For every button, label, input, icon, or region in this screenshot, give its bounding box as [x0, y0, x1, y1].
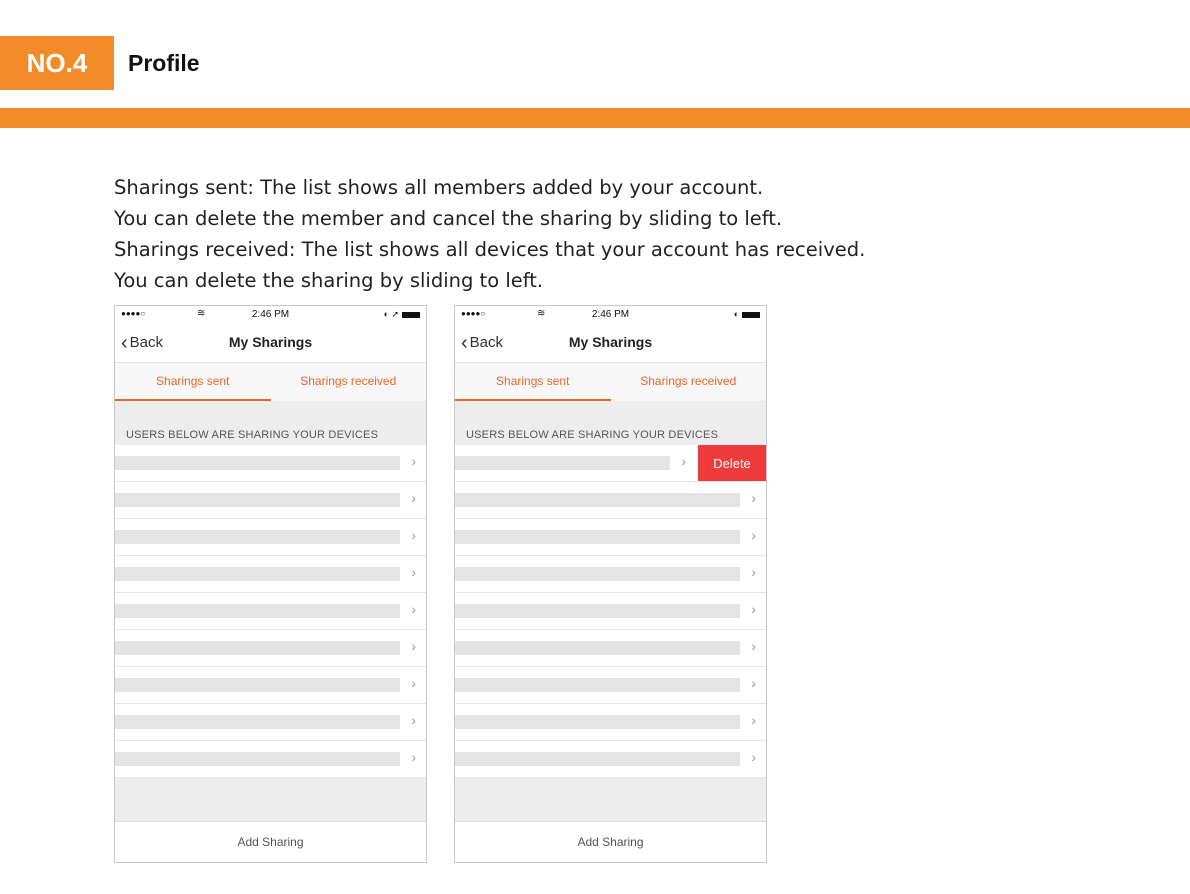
chevron-right-icon: ›: [751, 527, 756, 543]
blurred-content: [455, 530, 740, 544]
tab-bar: [455, 362, 766, 401]
tab-sharings-sent[interactable]: Sharings sent: [115, 363, 271, 401]
add-sharing-button[interactable]: Add Sharing: [115, 821, 426, 862]
chevron-right-icon: ›: [751, 490, 756, 506]
list-item[interactable]: [455, 482, 766, 519]
list-item[interactable]: [115, 482, 426, 519]
blurred-content: [115, 641, 400, 655]
chevron-left-icon: ‹: [461, 331, 468, 354]
section-label: USERS BELOW ARE SHARING YOUR DEVICES: [126, 429, 379, 441]
chevron-right-icon: ›: [411, 712, 416, 728]
nav-title: My Sharings: [228, 334, 313, 350]
section-header: [115, 401, 426, 445]
list-item[interactable]: [115, 630, 426, 667]
tab-sharings-sent[interactable]: Sharings sent: [455, 363, 611, 401]
description-line: Sharings sent: The list shows all members added by your account.: [114, 176, 764, 199]
description-line: You can delete the sharing by sliding to left.: [114, 269, 544, 292]
list-item[interactable]: [455, 667, 766, 704]
list-item[interactable]: [115, 704, 426, 741]
section-number-badge: NO.4: [0, 36, 114, 90]
phone-screenshot-swipe-delete: [454, 305, 767, 863]
list-item[interactable]: [455, 593, 766, 630]
chevron-right-icon: ›: [411, 675, 416, 691]
status-bar: [455, 306, 766, 324]
description: [114, 172, 865, 296]
chevron-right-icon: ›: [681, 453, 686, 469]
blurred-content: [115, 604, 400, 618]
tab-sharings-received[interactable]: Sharings received: [640, 374, 737, 388]
chevron-left-icon: ‹: [121, 331, 128, 354]
list-item[interactable]: [115, 519, 426, 556]
chevron-right-icon: ›: [411, 601, 416, 617]
blurred-content: [455, 678, 740, 692]
signal-icon: ●●●●○: [461, 309, 486, 318]
list-item[interactable]: [115, 741, 426, 778]
chevron-right-icon: ›: [411, 453, 416, 469]
list-item[interactable]: [455, 704, 766, 741]
nav-bar: [455, 324, 766, 362]
tab-sharings-received[interactable]: Sharings received: [300, 374, 397, 388]
nav-title: My Sharings: [568, 334, 653, 350]
blurred-content: [115, 456, 400, 470]
chevron-right-icon: ›: [411, 638, 416, 654]
list-item[interactable]: [115, 593, 426, 630]
chevron-right-icon: ›: [751, 712, 756, 728]
description-line: Sharings received: The list shows all devices that your account has received.: [114, 238, 866, 261]
status-time: 2:46 PM: [251, 309, 290, 320]
page-title: Profile: [128, 50, 200, 76]
battery-icon: ◐: [734, 309, 760, 319]
chevron-right-icon: ›: [751, 638, 756, 654]
list-item[interactable]: [115, 556, 426, 593]
blurred-content: [455, 604, 740, 618]
add-sharing-button[interactable]: Add Sharing: [455, 821, 766, 862]
chevron-right-icon: ›: [411, 749, 416, 765]
list-item[interactable]: [115, 667, 426, 704]
wifi-icon: ≋: [197, 308, 206, 319]
signal-icon: ●●●●○: [121, 309, 146, 318]
blurred-content: [455, 456, 670, 470]
header-divider-bar: [0, 108, 1190, 128]
battery-icon: ◐ ➚: [384, 309, 420, 320]
blurred-content: [455, 752, 740, 766]
section-header: [455, 401, 766, 445]
list-item[interactable]: [455, 519, 766, 556]
blurred-content: [455, 641, 740, 655]
chevron-right-icon: ›: [751, 564, 756, 580]
chevron-right-icon: ›: [751, 749, 756, 765]
tab-bar: [115, 362, 426, 401]
chevron-right-icon: ›: [411, 564, 416, 580]
blurred-content: [115, 530, 400, 544]
wifi-icon: ≋: [537, 308, 546, 319]
list-item[interactable]: [115, 445, 426, 482]
phone-screenshot-sent: [114, 305, 427, 863]
back-label: Back: [469, 334, 504, 351]
chevron-right-icon: ›: [411, 490, 416, 506]
back-label: Back: [129, 334, 164, 351]
nav-bar: [115, 324, 426, 362]
blurred-content: [115, 715, 400, 729]
blurred-content: [115, 752, 400, 766]
status-time: 2:46 PM: [591, 309, 630, 320]
delete-button[interactable]: Delete: [698, 445, 766, 481]
status-bar: [115, 306, 426, 324]
blurred-content: [455, 567, 740, 581]
blurred-content: [115, 493, 400, 507]
blurred-content: [455, 493, 740, 507]
list-item[interactable]: [455, 556, 766, 593]
list-item-swiped[interactable]: [455, 445, 766, 482]
blurred-content: [115, 678, 400, 692]
description-line: You can delete the member and cancel the sharing by sliding to left.: [114, 207, 783, 230]
blurred-content: [455, 715, 740, 729]
blurred-content: [115, 567, 400, 581]
list-item[interactable]: [455, 741, 766, 778]
chevron-right-icon: ›: [411, 527, 416, 543]
list-item[interactable]: [455, 630, 766, 667]
section-label: USERS BELOW ARE SHARING YOUR DEVICES: [466, 429, 719, 441]
chevron-right-icon: ›: [751, 601, 756, 617]
chevron-right-icon: ›: [751, 675, 756, 691]
